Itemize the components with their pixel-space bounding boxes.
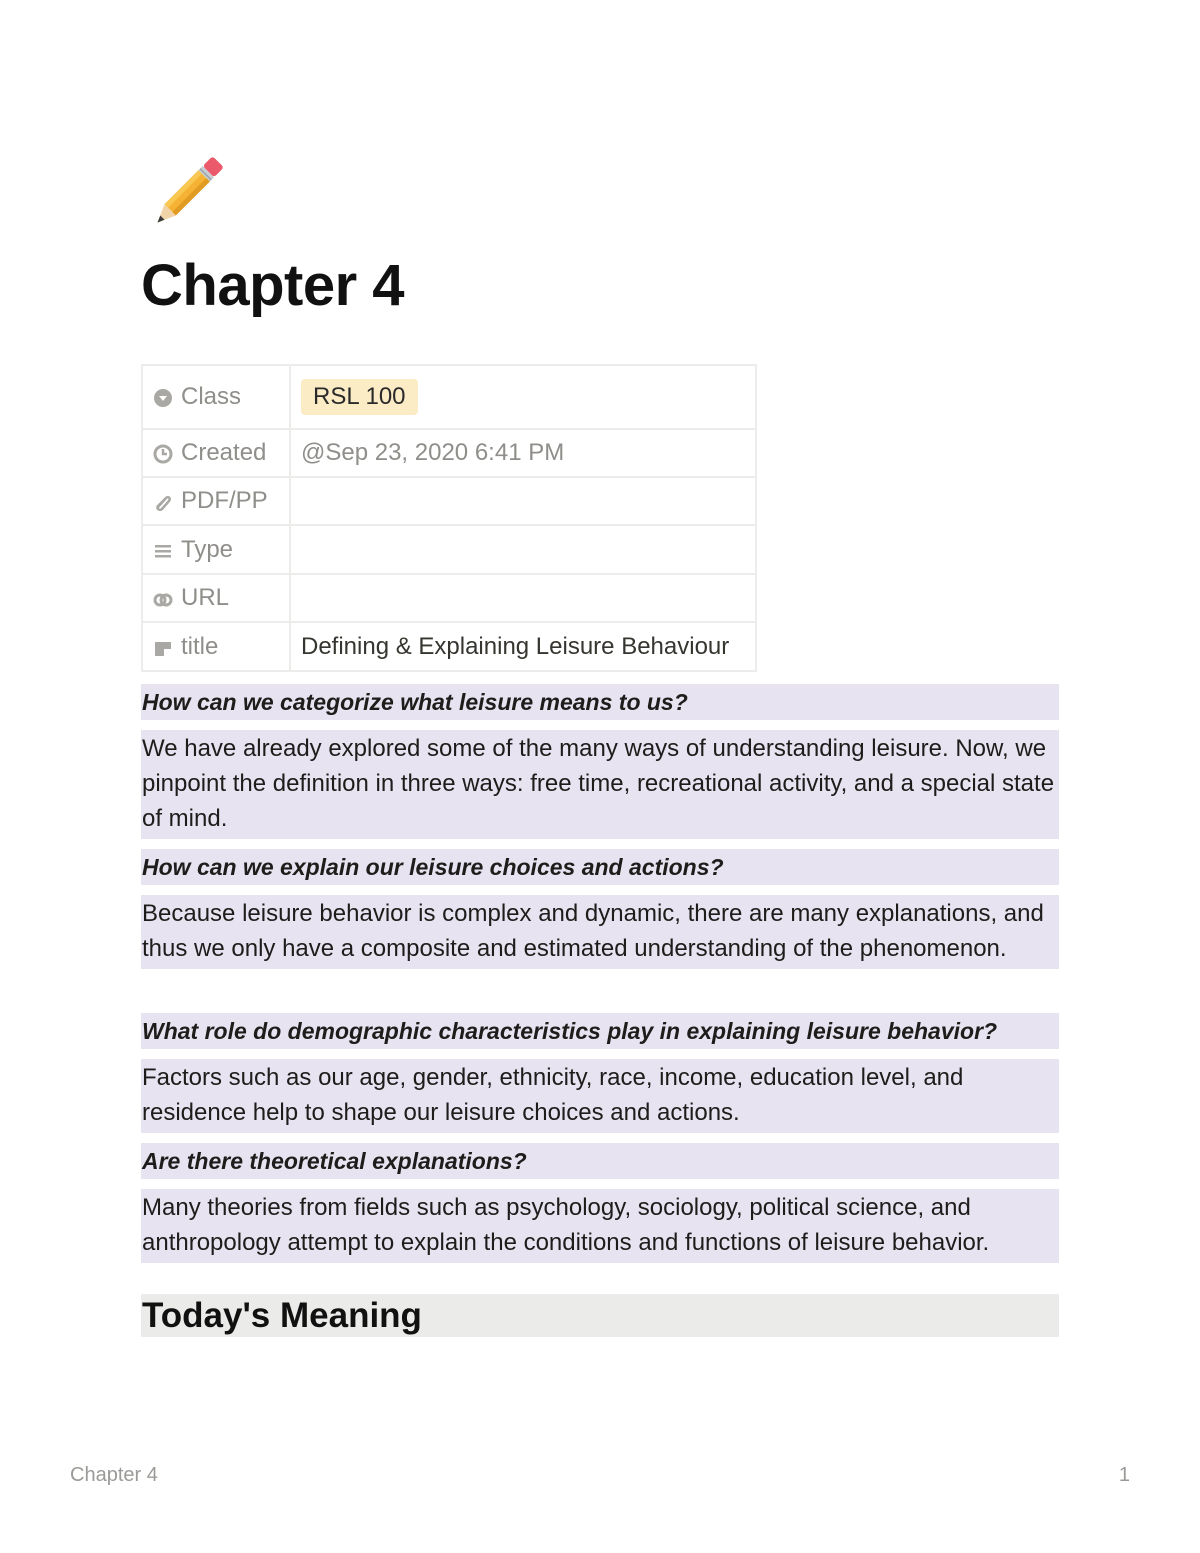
property-row-class[interactable]	[142, 365, 756, 429]
property-row-pdf[interactable]	[142, 477, 756, 525]
property-row-title[interactable]	[142, 622, 756, 671]
pencil-icon	[140, 150, 230, 240]
class-tag[interactable]: RSL 100	[301, 379, 418, 415]
property-row-created[interactable]	[142, 429, 756, 477]
property-value-pdf[interactable]	[290, 477, 756, 525]
property-key-created: Created	[142, 429, 290, 477]
text-icon	[153, 638, 173, 658]
question-block: How can we categorize what leisure means to us?	[141, 684, 1059, 720]
section-heading: Today's Meaning	[141, 1294, 1059, 1337]
property-key-pdf: PDF/PP	[142, 477, 290, 525]
property-value-class[interactable]	[290, 365, 756, 429]
property-key-url: URL	[142, 574, 290, 622]
question-block: How can we explain our leisure choices and actions?	[141, 849, 1059, 885]
property-value-url[interactable]	[290, 574, 756, 622]
property-row-type[interactable]	[142, 525, 756, 574]
answer-block: Many theories from fields such as psychology, sociology, political science, and anthropology attempt to explain the conditions and functions of leisure behavior.	[141, 1189, 1059, 1263]
question-block: What role do demographic characteristics play in explaining leisure behavior?	[141, 1013, 1059, 1049]
list-icon	[153, 541, 173, 561]
select-icon	[153, 388, 173, 408]
qa-item-4	[141, 1143, 1059, 1263]
qa-item-2	[141, 849, 1059, 969]
property-key-title: title	[142, 622, 290, 671]
properties-table	[141, 364, 757, 672]
footer-title: Chapter 4	[70, 1464, 158, 1486]
property-key-class: Class	[142, 365, 290, 429]
paperclip-icon	[153, 492, 173, 512]
property-value-title[interactable]: Defining & Explaining Leisure Behaviour	[290, 622, 756, 671]
page-title: Chapter 4	[141, 253, 405, 318]
link-icon	[153, 589, 173, 609]
question-block: Are there theoretical explanations?	[141, 1143, 1059, 1179]
property-row-url[interactable]	[142, 574, 756, 622]
answer-block: We have already explored some of the many ways of understanding leisure. Now, we pinpoint the definition in three ways: free time, recreational activity, and a special state of mind.	[141, 730, 1059, 839]
answer-block: Because leisure behavior is complex and dynamic, there are many explanations, and thus we only have a composite and estimated understanding of the phenomenon.	[141, 895, 1059, 969]
clock-icon	[153, 444, 173, 464]
qa-item-3	[141, 1013, 1059, 1133]
answer-block: Factors such as our age, gender, ethnicity, race, income, education level, and residence help to shape our leisure choices and actions.	[141, 1059, 1059, 1133]
property-value-type[interactable]	[290, 525, 756, 574]
property-key-type: Type	[142, 525, 290, 574]
property-value-created: @Sep 23, 2020 6:41 PM	[290, 429, 756, 477]
page-number: 1	[1118, 1464, 1130, 1486]
qa-item-1	[141, 684, 1059, 839]
